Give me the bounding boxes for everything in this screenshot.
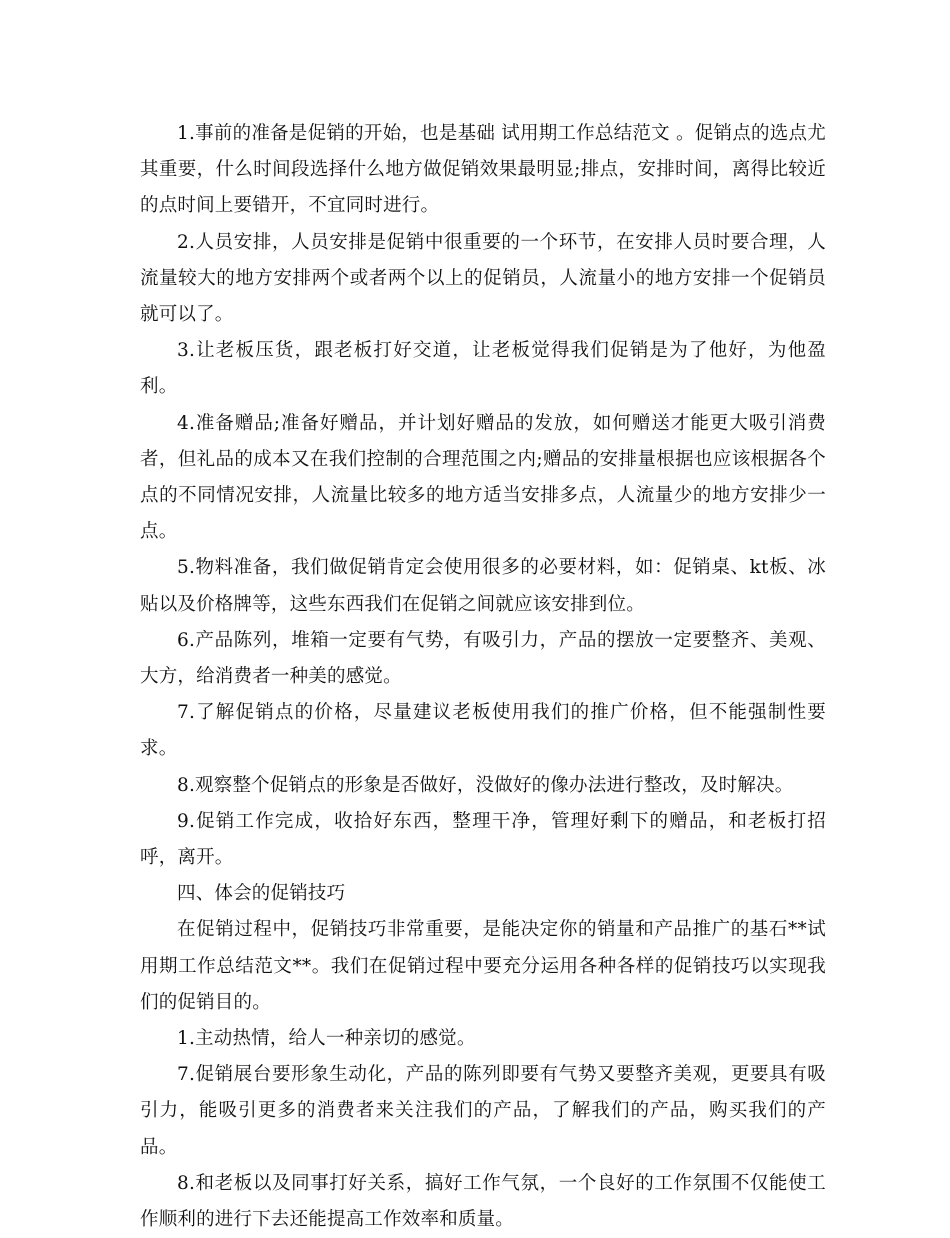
paragraph-technique-1: 1.主动热情，给人一种亲切的感觉。 — [177, 1028, 476, 1050]
paragraph-stocking: 3.让老板压货，跟老板打好交道，让老板觉得我们促销是为了他好，为他盈利。 — [140, 340, 826, 398]
section-heading: 四、体会的促销技巧 — [177, 883, 346, 905]
paragraph-technique-7: 7.促销展台要形象生动化，产品的陈列即要有气势又要整齐美观，更要具有吸引力，能吸引更多的消费者来关注我们的产品，了解我们的产品，购买我们的产品。 — [140, 1064, 826, 1158]
paragraph-wrapup: 9.促销工作完成，收拾好东西，整理干净，管理好剩下的赠品，和老板打招呼，离开。 — [140, 810, 826, 869]
paragraph-inspection: 8.观察整个促销点的形象是否做好，没做好的像办法进行整改，及时解决。 — [177, 774, 794, 796]
paragraph-materials: 5.物料准备，我们做促销肯定会使用很多的必要材料，如：促销桌、kt板、冰贴以及价格牌等，这些东西我们在促销之间就应该安排到位。 — [140, 557, 826, 615]
paragraph-techniques-intro: 在促销过程中，促销技巧非常重要，是能决定你的销量和产品推广的基石**试用期工作总结范文**。我们在促销过程中要充分运用各种各样的促销技巧以实现我们的促销目的。 — [140, 919, 826, 1013]
paragraph-display: 6.产品陈列，堆箱一定要有气势，有吸引力，产品的摆放一定要整齐、美观、大方，给消费者一种美的感觉。 — [140, 629, 826, 688]
paragraph-technique-8: 8.和老板以及同事打好关系，搞好工作气氛，一个良好的工作氛围不仅能使工作顺利的进行下去还能提高工作效率和质量。 — [140, 1172, 826, 1231]
paragraph-pricing: 7.了解促销点的价格，尽量建议老板使用我们的推广价格，但不能强制性要求。 — [140, 702, 826, 760]
paragraph-gifts: 4.准备赠品;准备好赠品，并计划好赠品的发放，如何赠送才能更大吸引消费者，但礼品的成本又在我们控制的合理范围之内;赠品的安排量根据也应该根据各个点的不同情况安排，人流量比较多的地方适当安排多点，人流量少的地方安排少一点。 — [140, 412, 826, 543]
document-body — [140, 116, 826, 1238]
paragraph-prep: 1.事前的准备是促销的开始，也是基础 试用期工作总结范文 。促销点的选点尤其重要，什么时间段选择什么地方做促销效果最明显;排点，安排时间，离得比较近的点时间上要错开，不宜同时进行。 — [140, 123, 826, 217]
paragraph-staffing: 2.人员安排，人员安排是促销中很重要的一个环节，在安排人员时要合理，人流量较大的地方安排两个或者两个以上的促销员，人流量小的地方安排一个促销员就可以了。 — [140, 231, 826, 326]
